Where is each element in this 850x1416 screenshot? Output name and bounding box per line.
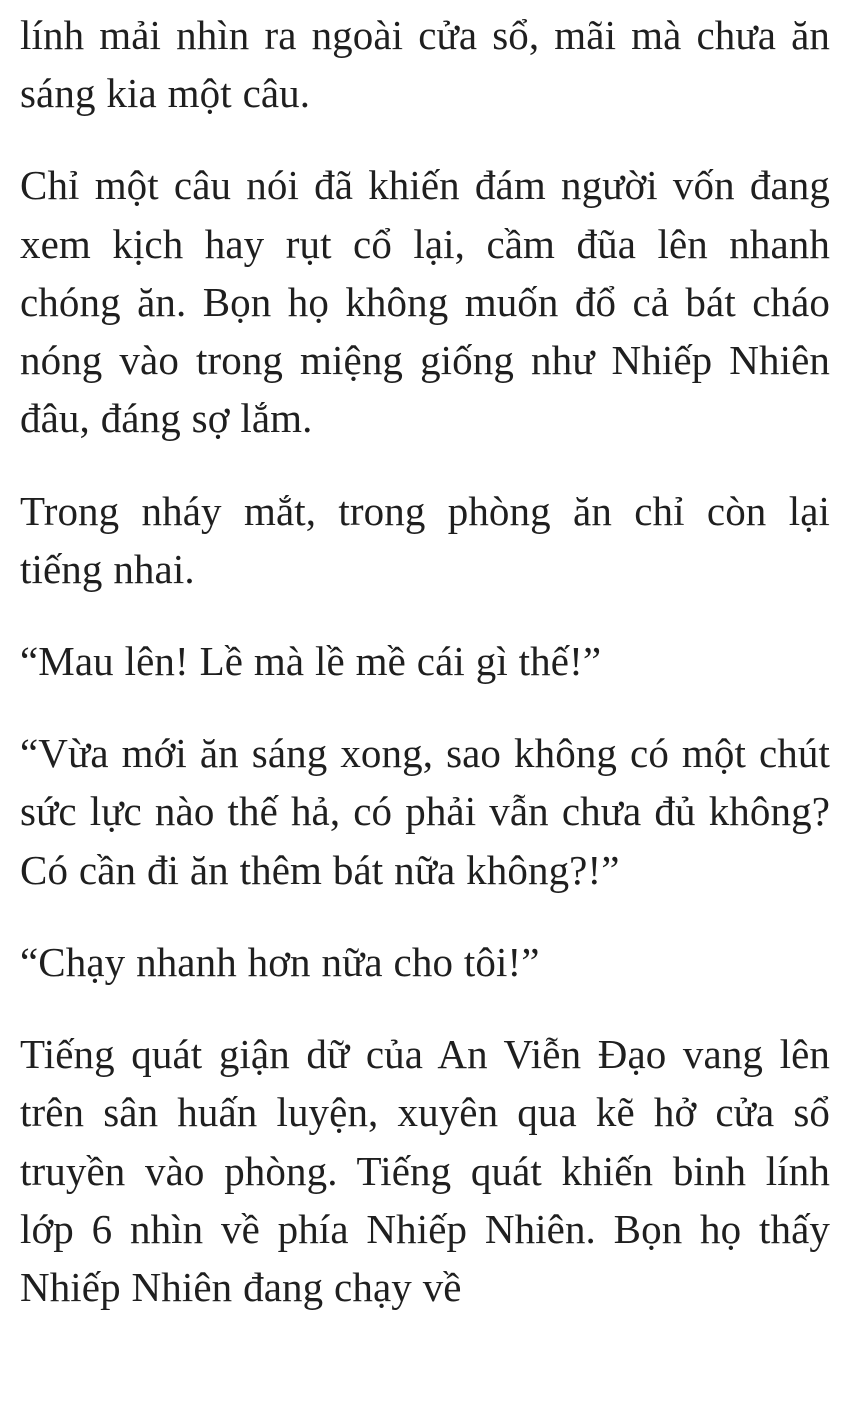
paragraph: “Chạy nhanh hơn nữa cho tôi!” — [20, 938, 540, 985]
paragraph: Chỉ một câu nói đã khiến đám người vốn đang xem kịch hay rụt cổ lại, cầm đũa lên nhanh chóng ăn. Bọn họ không muốn đổ cả bát cháo nóng vào trong miệng giống như Nhiếp Nhiên đâu, đáng sợ lắm. — [20, 162, 830, 442]
paragraph: “Vừa mới ăn sáng xong, sao không có một chút sức lực nào thế hả, có phải vẫn chưa đủ không? Có cần đi ăn thêm bát nữa không?!” — [20, 730, 830, 893]
reader-page — [0, 6, 850, 1416]
paragraph: Tiếng quát giận dữ của An Viễn Đạo vang lên trên sân huấn luyện, xuyên qua kẽ hở cửa sổ truyền vào phòng. Tiếng quát khiến binh lính lớp 6 nhìn về phía Nhiếp Nhiên. Bọn họ thấy Nhiếp Nhiên đang chạy về — [20, 1031, 830, 1310]
paragraph: Trong nháy mắt, trong phòng ăn chỉ còn lại tiếng nhai. — [20, 487, 830, 592]
paragraph: lính mải nhìn ra ngoài cửa sổ, mãi mà chưa ăn sáng kia một câu. — [20, 12, 830, 117]
paragraph: “Mau lên! Lề mà lề mề cái gì thế!” — [20, 637, 602, 684]
